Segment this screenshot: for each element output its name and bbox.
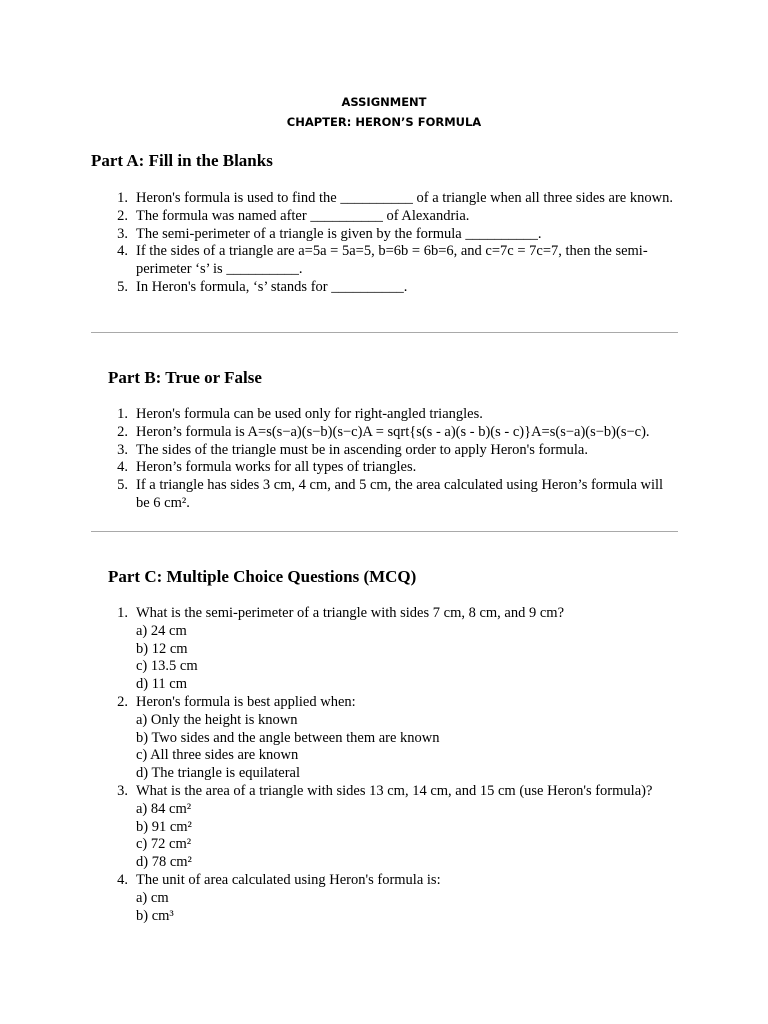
answer-option: b) Two sides and the angle between them are known — [136, 729, 440, 746]
question-number: 1. — [117, 605, 128, 621]
question-text: What is the area of a triangle with sides 13 cm, 14 cm, and 15 cm (use Heron's formula)? — [136, 782, 653, 799]
answer-option: d) The triangle is equilateral — [136, 765, 301, 782]
question-number: 3. — [117, 441, 128, 458]
question-number: 1. — [117, 190, 128, 206]
question-number: 4. — [117, 871, 128, 888]
question-text: The formula was named after __________ of Alexandria. — [136, 207, 470, 224]
part-b-question — [108, 424, 678, 442]
question-number: 4. — [117, 243, 128, 260]
part-b-question — [108, 459, 678, 477]
part-a-question — [108, 279, 678, 297]
question-number: 2. — [117, 423, 128, 440]
part-c-title: Part C: Multiple Choice Questions (MCQ) — [108, 567, 417, 586]
part-b-question — [108, 477, 678, 513]
question-text: The sides of the triangle must be in ascending order to apply Heron's formula. — [136, 441, 588, 458]
question-text: Heron's formula can be used only for right-angled triangles. — [136, 406, 483, 422]
assignment-heading: ASSIGNMENT — [341, 95, 427, 109]
answer-option: b) 91 cm² — [136, 818, 192, 835]
answer-option: d) 78 cm² — [136, 854, 192, 871]
answer-option: c) 13.5 cm — [136, 658, 198, 675]
question-text: Heron's formula is best applied when: — [136, 693, 356, 710]
question-number: 4. — [117, 459, 128, 476]
question-number: 2. — [117, 207, 128, 224]
section-divider — [91, 332, 678, 333]
question-number: 3. — [117, 782, 128, 799]
part-b-question — [108, 442, 678, 460]
part-c-question — [108, 605, 678, 694]
part-b-title: Part B: True or False — [108, 368, 262, 387]
question-number: 5. — [117, 278, 128, 295]
part-c-question — [108, 872, 678, 925]
question-text: If the sides of a triangle are a=5a = 5a=5, b=6b = 6b=6, and c=7c = 7c=7, then the semi-perimeter ‘s’ is __________. — [136, 243, 648, 278]
part-b-question-list — [108, 406, 678, 513]
part-a-question — [108, 190, 678, 208]
question-number: 1. — [117, 406, 128, 422]
question-number: 5. — [117, 477, 128, 494]
part-b-question — [108, 406, 678, 424]
answer-option: b) 12 cm — [136, 640, 188, 657]
answer-option: c) All three sides are known — [136, 747, 299, 764]
question-text: Heron’s formula works for all types of triangles. — [136, 459, 417, 476]
answer-option: b) cm³ — [136, 907, 174, 924]
question-text: The unit of area calculated using Heron's formula is: — [136, 871, 441, 888]
question-text: If a triangle has sides 3 cm, 4 cm, and 5 cm, the area calculated using Heron’s formula will be 6 cm². — [136, 477, 664, 511]
section-divider — [91, 531, 678, 532]
answer-option: a) 24 cm — [136, 622, 187, 639]
part-a-question — [108, 208, 678, 226]
question-text: The semi-perimeter of a triangle is given by the formula __________. — [136, 225, 542, 242]
part-a-question — [108, 243, 678, 279]
part-c-question-list — [108, 605, 678, 925]
question-text: What is the semi-perimeter of a triangle with sides 7 cm, 8 cm, and 9 cm? — [136, 605, 565, 621]
part-c-question — [108, 694, 678, 783]
question-text: Heron's formula is used to find the __________ of a triangle when all three sides are known. — [136, 190, 673, 206]
answer-option: a) Only the height is known — [136, 711, 298, 728]
question-number: 2. — [117, 693, 128, 710]
answer-option: c) 72 cm² — [136, 836, 192, 853]
question-number: 3. — [117, 225, 128, 242]
part-c-question — [108, 783, 678, 872]
part-a-title: Part A: Fill in the Blanks — [91, 151, 273, 170]
part-a-question — [108, 226, 678, 244]
part-a-question-list — [108, 190, 678, 297]
answer-option: a) cm — [136, 889, 169, 906]
chapter-heading: CHAPTER: HERON’S FORMULA — [286, 115, 482, 129]
question-text: In Heron's formula, ‘s’ stands for __________. — [136, 278, 408, 295]
answer-option: d) 11 cm — [136, 676, 188, 693]
question-text: Heron’s formula is A=s(s−a)(s−b)(s−c)A = sqrt{s(s - a)(s - b)(s - c)}A=s(s−a)(s−b)(s−c). — [136, 423, 650, 440]
answer-option: a) 84 cm² — [136, 800, 192, 817]
